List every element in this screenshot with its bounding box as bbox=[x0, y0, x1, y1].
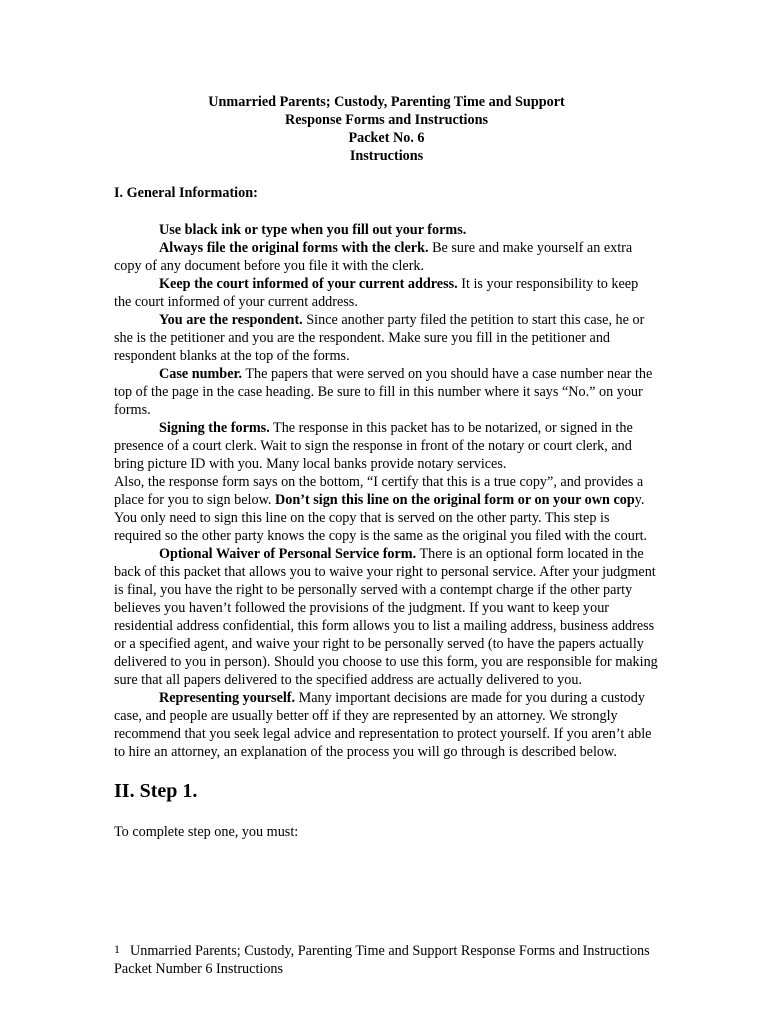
paragraph-black-ink bbox=[114, 221, 659, 239]
paragraph-text: Be sure and make yourself an extra copy of any document before you file it with the clerk. bbox=[114, 240, 633, 274]
section-1-heading: I. General Information: bbox=[114, 185, 258, 201]
paragraph-bold-lead: Always file the original forms with the clerk. bbox=[159, 240, 429, 256]
footer-text: Unmarried Parents; Custody, Parenting Time and Support Response Forms and Instructions Packet Number 6 Instructions bbox=[114, 943, 650, 977]
paragraph-bold-lead: Use black ink or type when you fill out your forms. bbox=[159, 222, 467, 238]
paragraph-signing-forms bbox=[114, 419, 659, 473]
title-line-3: Packet No. 6 bbox=[348, 130, 425, 146]
paragraph-bold-lead: You are the respondent. bbox=[159, 312, 303, 328]
paragraph-bold-lead: Keep the court informed of your current address. bbox=[159, 276, 458, 292]
paragraph-case-number bbox=[114, 365, 659, 419]
document-page bbox=[114, 93, 659, 841]
paragraph-text: Since another party filed the petition to start this case, he or she is the petitioner and you are the respondent. Make sure you fill in the petitioner and respondent blanks at the top of the forms. bbox=[114, 312, 645, 364]
paragraph-true-copy bbox=[114, 473, 659, 545]
paragraph-text: Also, the response form says on the bottom, “I certify that this is a true copy”, and provides a place for you to sign below. bbox=[114, 474, 644, 508]
title-line-4: Instructions bbox=[349, 148, 424, 164]
paragraph-bold-lead: Signing the forms. bbox=[159, 420, 270, 436]
paragraph-text: Many important decisions are made for you during a custody case, and people are usually better off if they are represented by an attorney. We strongly recommend that you seek legal advice and representation to protect yourself. If you aren’t able to hire an attorney, an explanation of the process you will go through is described below. bbox=[114, 690, 652, 760]
paragraph-text: The response in this packet has to be notarized, or signed in the presence of a court clerk. Wait to sign the response in front of the notary or court clerk, and bring picture ID with you. Many local banks provide notary services. bbox=[114, 420, 633, 472]
paragraph-bold-lead: Representing yourself. bbox=[159, 690, 296, 706]
paragraph-representing-yourself bbox=[114, 689, 659, 761]
paragraph-text: y. You only need to sign this line on the copy that is served on the other party. This step is required so the other party knows the copy is the same as the original you filed with the court. bbox=[114, 492, 648, 544]
paragraph-waiver-service bbox=[114, 545, 659, 689]
paragraph-bold-lead: Case number. bbox=[159, 366, 243, 382]
section-2-heading: II. Step 1. bbox=[114, 780, 198, 802]
page-footer bbox=[114, 942, 659, 978]
paragraph-text: The papers that were served on you should have a case number near the top of the page in the case heading. Be sure to fill in this number where it says “No.” on your forms. bbox=[114, 366, 653, 418]
paragraph-bold-lead: Optional Waiver of Personal Service form. bbox=[159, 546, 417, 562]
paragraph-file-original bbox=[114, 239, 659, 275]
document-title bbox=[114, 93, 659, 165]
footer-page-number: 1 bbox=[114, 942, 120, 956]
paragraph-bold-warning: Don’t sign this line on the original form or on your own cop bbox=[275, 492, 635, 508]
paragraph-current-address bbox=[114, 275, 659, 311]
title-line-1: Unmarried Parents; Custody, Parenting Time and Support bbox=[208, 94, 565, 110]
paragraph-text: There is an optional form located in the back of this packet that allows you to waive your right to personal service. After your judgment is final, you have the right to be personally served with a contempt charge if the other party believes you haven’t followed the provisions of the judgment. If you want to keep your residential address confidential, this form allows you to list a mailing address, business address or a specified agent, and waive your right to be personally served (to have the papers actually delivered to you in person). Should you choose to use this form, you are responsible for making sure that all papers delivered to the specified address are actually delivered to you. bbox=[114, 546, 658, 688]
paragraph-respondent bbox=[114, 311, 659, 365]
paragraph-text: It is your responsibility to keep the court informed of your current address. bbox=[114, 276, 639, 310]
step-one-intro: To complete step one, you must: bbox=[114, 824, 299, 840]
title-line-2: Response Forms and Instructions bbox=[285, 112, 488, 128]
